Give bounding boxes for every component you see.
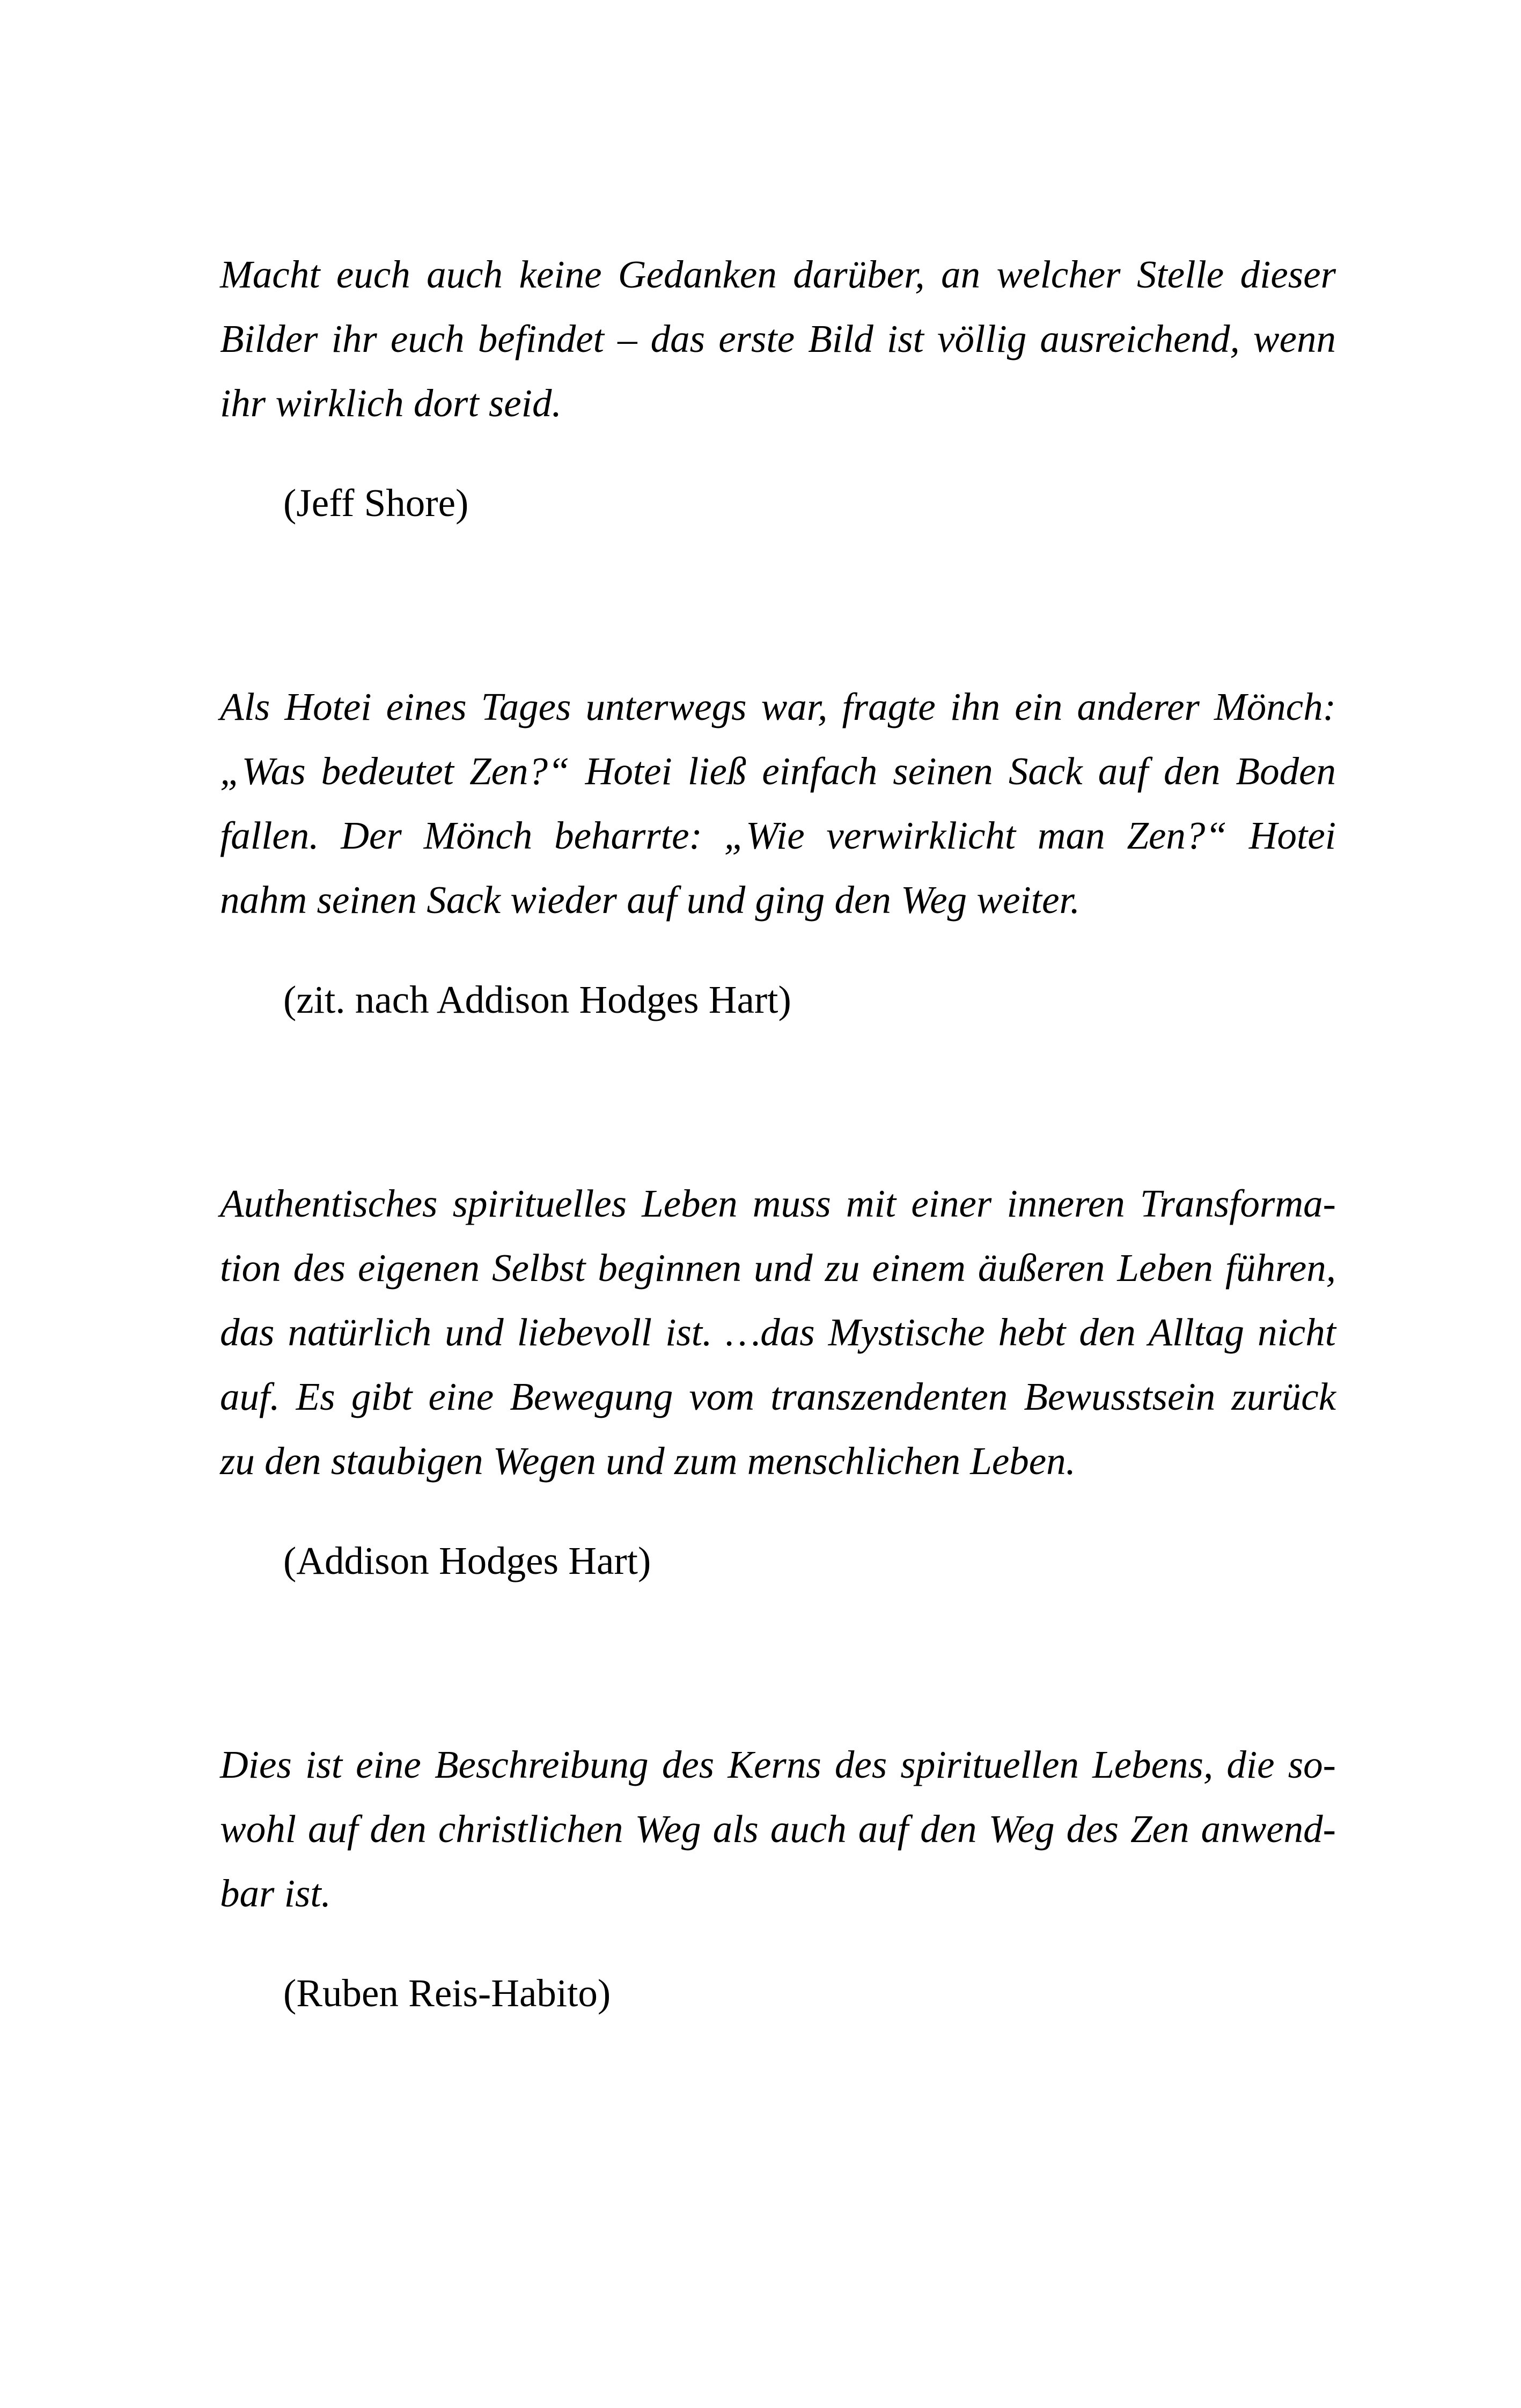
attribution: (zit. nach Addison Hodges Hart) [283,978,791,1021]
quote-line: Macht euch auch keine Gedanken darüber, an welcher Stelle dieser [220,253,1336,296]
quote-line: ihr wirklich dort seid. [220,381,562,425]
attribution: (Addison Hodges Hart) [283,1539,651,1582]
quote-paragraph [220,675,1336,932]
quote-line: Dies ist eine Beschreibung des Kerns des spirituellen Lebens, die so- [220,1743,1336,1786]
quote-line: nahm seinen Sack wieder auf und ging den Weg weiter. [220,878,1081,922]
quote-block [220,242,1336,535]
attribution: (Ruben Reis-Habito) [283,1971,611,2015]
quote-paragraph [220,242,1336,436]
attribution: (Jeff Shore) [283,481,469,525]
quote-block [220,1172,1336,1593]
quote-line: tion des eigenen Selbst beginnen und zu einem äußeren Leben führen, [220,1246,1336,1290]
quote-line: fallen. Der Mönch beharrte: „Wie verwirklicht man Zen?“ Hotei [220,814,1336,857]
quote-line: das natürlich und liebevoll ist. …das Mystische hebt den Alltag nicht [220,1310,1336,1354]
quote-paragraph [220,1172,1336,1493]
quotes-container [220,242,1336,2026]
quote-line: bar ist. [220,1872,331,1915]
quote-line: Bilder ihr euch befindet – das erste Bild ist völlig ausreichend, wenn [220,317,1336,360]
quote-line: zu den staubigen Wegen und zum menschlichen Leben. [220,1439,1076,1483]
quote-line: Authentisches spirituelles Leben muss mit einer inneren Transforma- [220,1182,1336,1225]
quote-line: „Was bedeutet Zen?“ Hotei ließ einfach seinen Sack auf den Boden [220,749,1336,793]
quote-line: Als Hotei eines Tages unterwegs war, fragte ihn ein anderer Mönch: [220,685,1336,728]
quote-line: wohl auf den christlichen Weg als auch auf den Weg des Zen anwend- [220,1807,1336,1851]
quote-paragraph [220,1733,1336,1926]
quote-block [220,675,1336,1032]
quote-block [220,1733,1336,2026]
quote-line: auf. Es gibt eine Bewegung vom transzendenten Bewusstsein zurück [220,1375,1336,1418]
